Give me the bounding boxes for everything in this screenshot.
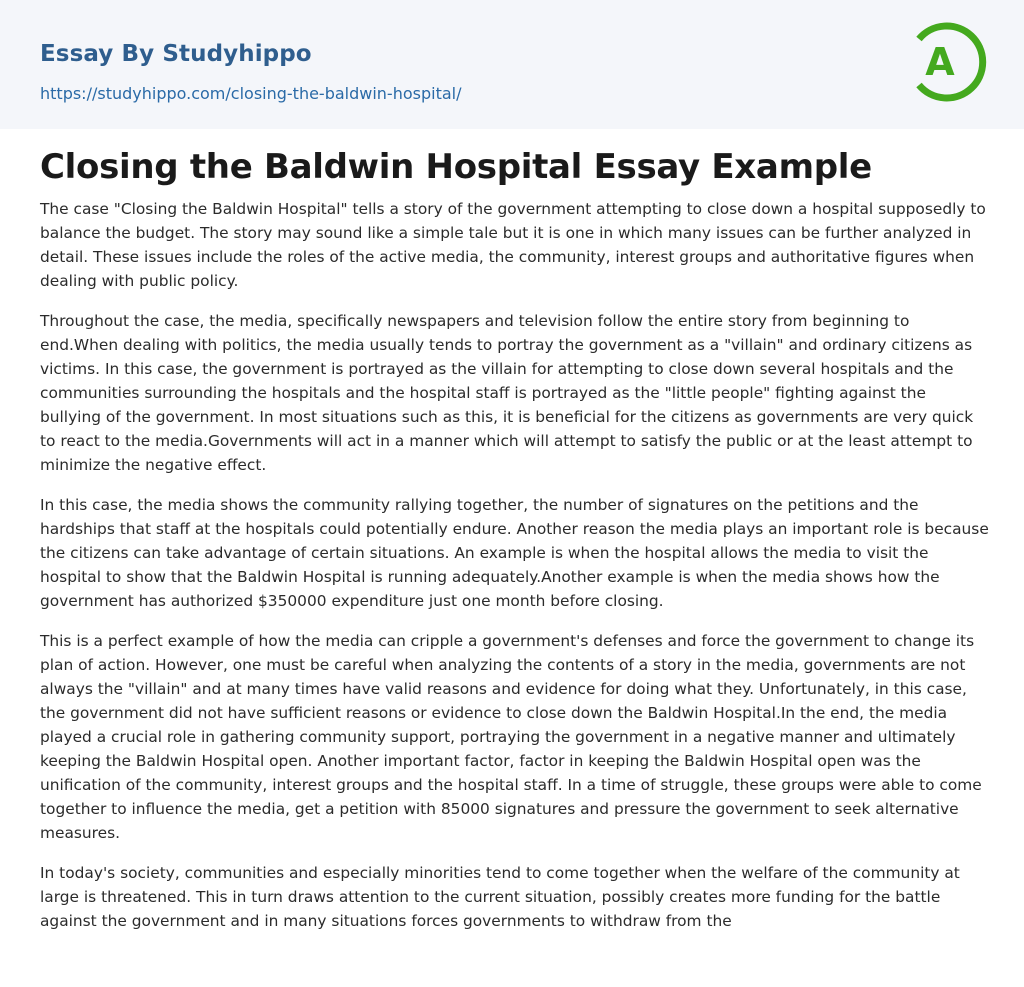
article-paragraph: This is a perfect example of how the media can cripple a government's defenses and force the government to change its plan of action. However, one must be careful when analyzing the contents of a story in the media, governments are not always the "villain" and at many times have valid reasons and evidence for doing what they. Unfortunately, in this case, the government did not have sufficient reasons or evidence to close down the Baldwin Hospital.In the end, the media played a crucial role in gathering community support, portraying the government in a negative manner and ultimately keeping the Baldwin Hospital open. Another important factor, factor in keeping the Baldwin Hospital open was the unification of the community, interest groups and the hospital staff. In a time of struggle, these groups were able to come together to influence the media, get a petition with 85000 signatures and pressure the government to seek alternative measures.: [40, 632, 982, 842]
svg-text:A: A: [925, 40, 955, 84]
studyhippo-a-logo-icon[interactable]: [913, 19, 987, 105]
source-url-link[interactable]: https://studyhippo.com/closing-the-baldwin-hospital/: [40, 84, 462, 103]
article-paragraph: Throughout the case, the media, specifically newspapers and television follow the entire story from beginning to end.When dealing with politics, the media usually tends to portray the government as a "villain" and ordinary citizens as victims. In this case, the government is portrayed as the villain for attempting to close down several hospitals and the communities surrounding the hospitals and the hospital staff is portrayed as the "little people" fighting against the bullying of the government. In most situations such as this, it is beneficial for the citizens as governments are very quick to react to the media.Governments will act in a manner which will attempt to satisfy the public or at the least attempt to minimize the negative effect.: [40, 312, 974, 474]
article: [40, 144, 990, 949]
article-paragraph: In this case, the media shows the community rallying together, the number of signatures on the petitions and the hardships that staff at the hospitals could potentially endure. Another reason the media plays an important role is because the citizens can take advantage of certain situations. An example is when the hospital allows the media to visit the hospital to show that the Baldwin Hospital is running adequately.Another example is when the media shows how the government has authorized $350000 expenditure just one month before closing.: [40, 496, 989, 610]
article-paragraph: In today's society, communities and especially minorities tend to come together when the welfare of the community at large is threatened. This in turn draws attention to the current situation, possibly creates more funding for the battle against the government and in many situations forces governments to withdraw from the: [40, 864, 960, 930]
article-body: [40, 197, 990, 933]
site-header: [0, 0, 1024, 129]
brand-name[interactable]: Essay By Studyhippo: [40, 41, 312, 67]
article-paragraph: The case "Closing the Baldwin Hospital" tells a story of the government attempting to close down a hospital supposedly to balance the budget. The story may sound like a simple tale but it is one in which many issues can be further analyzed in detail. These issues include the roles of the active media, the community, interest groups and authoritative figures when dealing with public policy.: [40, 200, 986, 290]
page-title: Closing the Baldwin Hospital Essay Example: [40, 147, 872, 187]
